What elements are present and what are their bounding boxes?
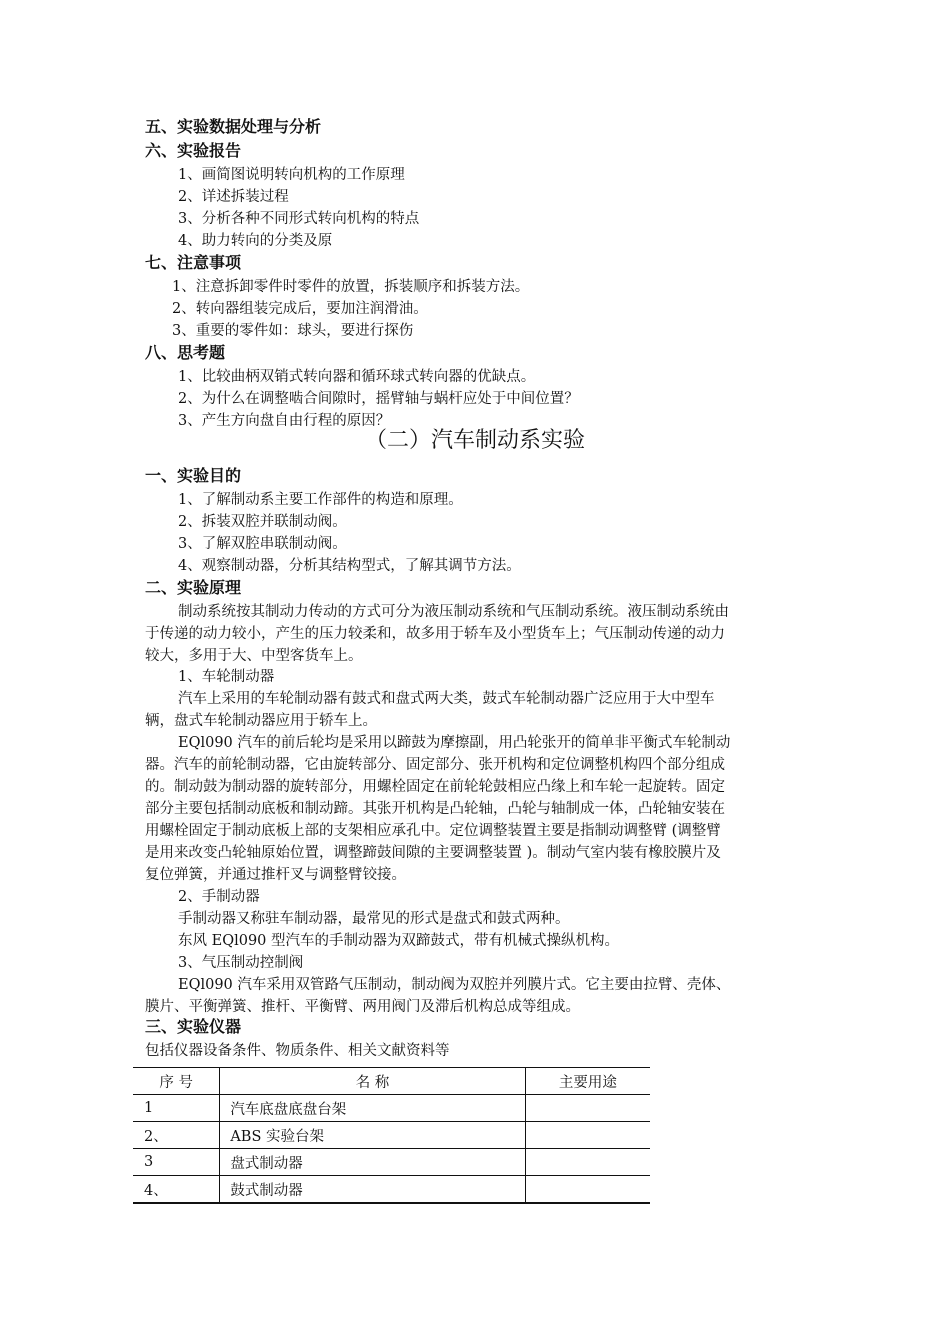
section-heading-notes: 七、注意事项 (145, 253, 242, 272)
principle-line: 较大，多用于大、中型客货车上。 (145, 648, 363, 664)
section-heading-principle: 二、实验原理 (145, 578, 242, 597)
subheading-hand-brake: 2、手制动器 (178, 889, 260, 905)
principle-line: 辆，盘式车轮制动器应用于轿车上。 (145, 713, 377, 729)
section-heading-questions: 八、思考题 (145, 343, 226, 362)
report-item: 3、分析各种不同形式转向机构的特点 (178, 211, 420, 227)
principle-line: 的。制动鼓为制动器的旋转部分，用螺栓固定在前轮轮鼓相应凸缘上和车轮一起旋转。固定 (145, 779, 725, 795)
report-item: 1、画简图说明转向机构的工作原理 (178, 167, 405, 183)
report-item: 4、助力转向的分类及原 (178, 233, 333, 249)
question-item: 3、产生方向盘自由行程的原因？ (178, 413, 391, 429)
table-cell-purpose (525, 1149, 650, 1176)
section-heading-report: 六、实验报告 (145, 141, 242, 160)
table-cell-purpose (525, 1095, 650, 1122)
table-cell-name: 鼓式制动器 (220, 1176, 525, 1204)
table-row (133, 1149, 650, 1176)
principle-line: 东风 EQl090 型汽车的手制动器为双蹄鼓式，带有机械式操纵机构。 (178, 933, 620, 949)
table-cell-name: 盘式制动器 (220, 1149, 525, 1176)
table-cell-index: 3 (133, 1149, 220, 1176)
objective-item: 3、了解双腔串联制动阀。 (178, 536, 347, 552)
table-row (133, 1095, 650, 1122)
principle-line: 用螺栓固定于制动底板上部的支架相应承孔中。定位调整装置主要是指制动调整臂 (调整臂 (145, 823, 721, 839)
report-item: 2、详述拆装过程 (178, 189, 289, 205)
question-item: 2、为什么在调整啮合间隙时，摇臂轴与蜗杆应处于中间位置？ (178, 391, 579, 407)
part-title: （二）汽车制动系实验 (364, 428, 585, 453)
table-header-row (133, 1068, 650, 1095)
table-cell-purpose (525, 1122, 650, 1149)
principle-line: EQl090 汽车的前后轮均是采用以蹄鼓为摩擦副，用凸轮张开的简单非平衡式车轮制动 (178, 735, 731, 751)
note-item: 1、注意拆卸零件时零件的放置，拆装顺序和拆装方法。 (172, 279, 530, 295)
table-cell-index: 4、 (133, 1176, 220, 1204)
section-heading-instruments: 三、实验仪器 (145, 1017, 242, 1036)
principle-line: 于传递的动力较小，产生的压力较柔和，故多用于轿车及小型货车上；气压制动传递的动力 (145, 626, 725, 642)
table-cell-purpose (525, 1176, 650, 1204)
principle-line: 部分主要包括制动底板和制动蹄。其张开机构是凸轮轴，凸轮与轴制成一体，凸轮轴安装在 (145, 801, 725, 817)
objective-item: 1、了解制动系主要工作部件的构造和原理。 (178, 492, 463, 508)
principle-line: 制动系统按其制动力传动的方式可分为液压制动系统和气压制动系统。液压制动系统由 (178, 604, 729, 620)
table-cell-index: 1 (133, 1095, 220, 1122)
column-header-name: 名 称 (220, 1068, 525, 1095)
instruments-intro: 包括仪器设备条件、物质条件、相关文献资料等 (145, 1043, 450, 1059)
column-header-purpose: 主要用途 (525, 1068, 650, 1095)
principle-line: 是用来改变凸轮轴原始位置，调整蹄鼓间隙的主要调整装置 )。制动气室内装有橡胶膜片及 (145, 845, 721, 861)
table-cell-index: 2、 (133, 1122, 220, 1149)
section-heading-objectives: 一、实验目的 (145, 466, 242, 485)
subheading-brake-valve: 3、气压制动控制阀 (178, 955, 304, 971)
instrument-table (133, 1067, 650, 1204)
objective-item: 2、拆装双腔并联制动阀。 (178, 514, 347, 530)
objective-item: 4、观察制动器，分析其结构型式，了解其调节方法。 (178, 558, 521, 574)
table-cell-name: ABS 实验台架 (220, 1122, 525, 1149)
principle-line: 复位弹簧，并通过推杆叉与调整臂铰接。 (145, 867, 406, 883)
note-item: 3、重要的零件如：球头，要进行探伤 (172, 323, 414, 339)
principle-line: 汽车上采用的车轮制动器有鼓式和盘式两大类，鼓式车轮制动器广泛应用于大中型车 (178, 691, 715, 707)
section-heading-data-analysis: 五、实验数据处理与分析 (145, 117, 322, 136)
principle-line: 器。汽车的前轮制动器，它由旋转部分、固定部分、张开机构和定位调整机构四个部分组成 (145, 757, 725, 773)
subheading-wheel-brake: 1、车轮制动器 (178, 669, 275, 685)
table-row (133, 1176, 650, 1204)
table-cell-name: 汽车底盘底盘台架 (220, 1095, 525, 1122)
question-item: 1、比较曲柄双销式转向器和循环球式转向器的优缺点。 (178, 369, 536, 385)
principle-line: EQl090 汽车采用双管路气压制动，制动阀为双腔并列膜片式。它主要由拉臂、壳体、 (178, 977, 731, 993)
column-header-index: 序 号 (133, 1068, 220, 1095)
table-row (133, 1122, 650, 1149)
principle-line: 膜片、平衡弹簧、推杆、平衡臂、两用阀门及滞后机构总成等组成。 (145, 999, 580, 1015)
principle-line: 手制动器又称驻车制动器，最常见的形式是盘式和鼓式两种。 (178, 911, 570, 927)
note-item: 2、转向器组装完成后，要加注润滑油。 (172, 301, 428, 317)
